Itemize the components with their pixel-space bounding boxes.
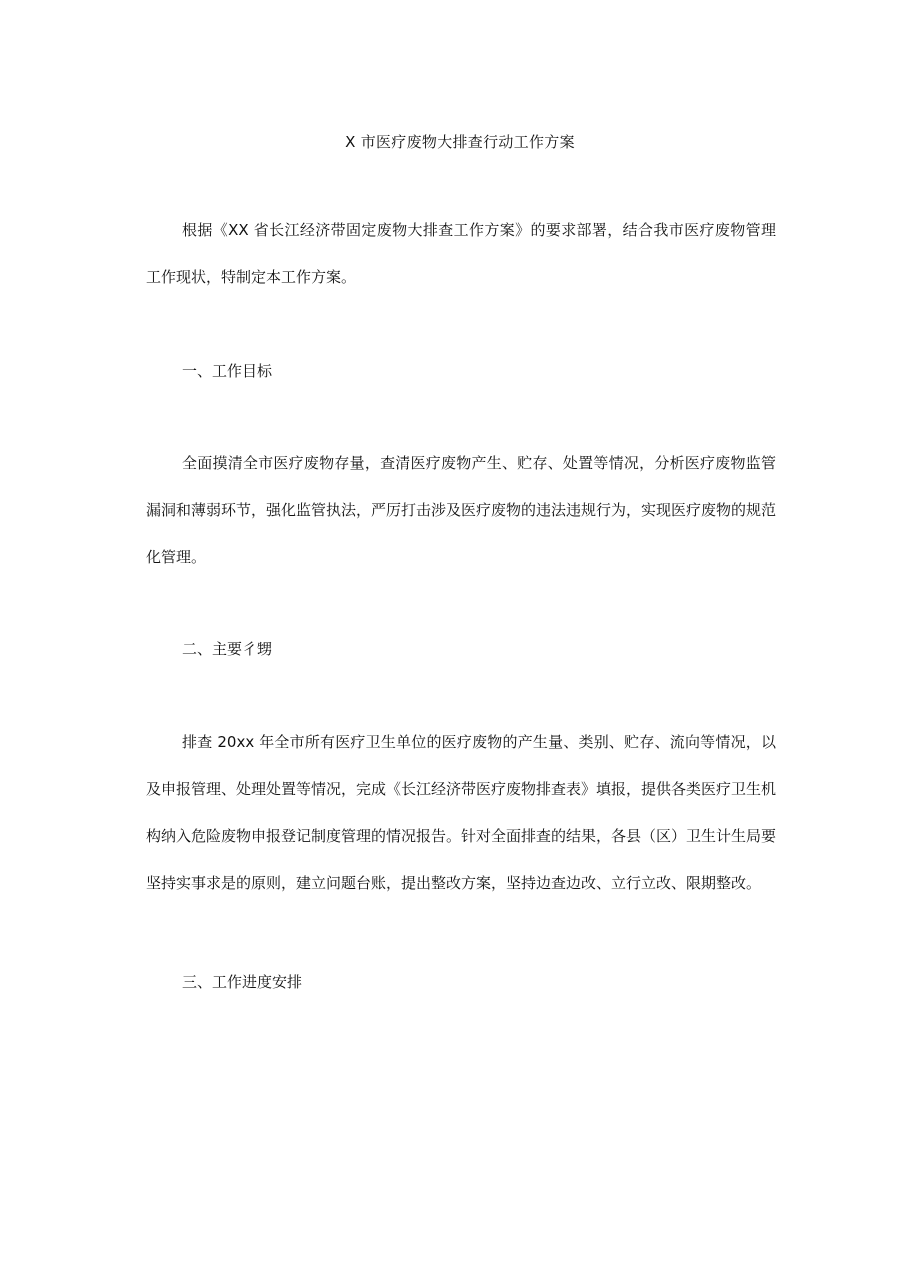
section-body-tasks: 排查 20xx 年全市所有医疗卫生单位的医疗废物的产生量、类别、贮存、流向等情况，以及申报管理、处理处置等情况，完成《长江经济带医疗废物排查表》填报，提供各类医疗卫生机构纳入危险废物申报登记制度管理的情况报告。针对全面排查的结果，各县（区）卫生计生局要坚持实事求是的原则，建立问题台账，提出整改方案，坚持边查边改、立行立改、限期整改。 xyxy=(146,733,777,892)
section-heading-schedule: 三、工作进度安排 xyxy=(182,973,303,991)
section-heading-goals: 一、工作目标 xyxy=(182,362,273,380)
intro-paragraph: 根据《XX 省长江经济带固定废物大排查工作方案》的要求部署，结合我市医疗废物管理工作现状，特制定本工作方案。 xyxy=(146,221,776,286)
section-body-goals: 全面摸清全市医疗废物存量，查清医疗废物产生、贮存、处置等情况，分析医疗废物监管漏洞和薄弱环节，强化监管执法，严厉打击涉及医疗废物的违法违规行为，实现医疗废物的规范化管理。 xyxy=(146,454,777,566)
section-heading-tasks: 二、主要彳甥 xyxy=(182,640,273,658)
document-title: X 市医疗废物大排查行动工作方案 xyxy=(345,133,575,151)
